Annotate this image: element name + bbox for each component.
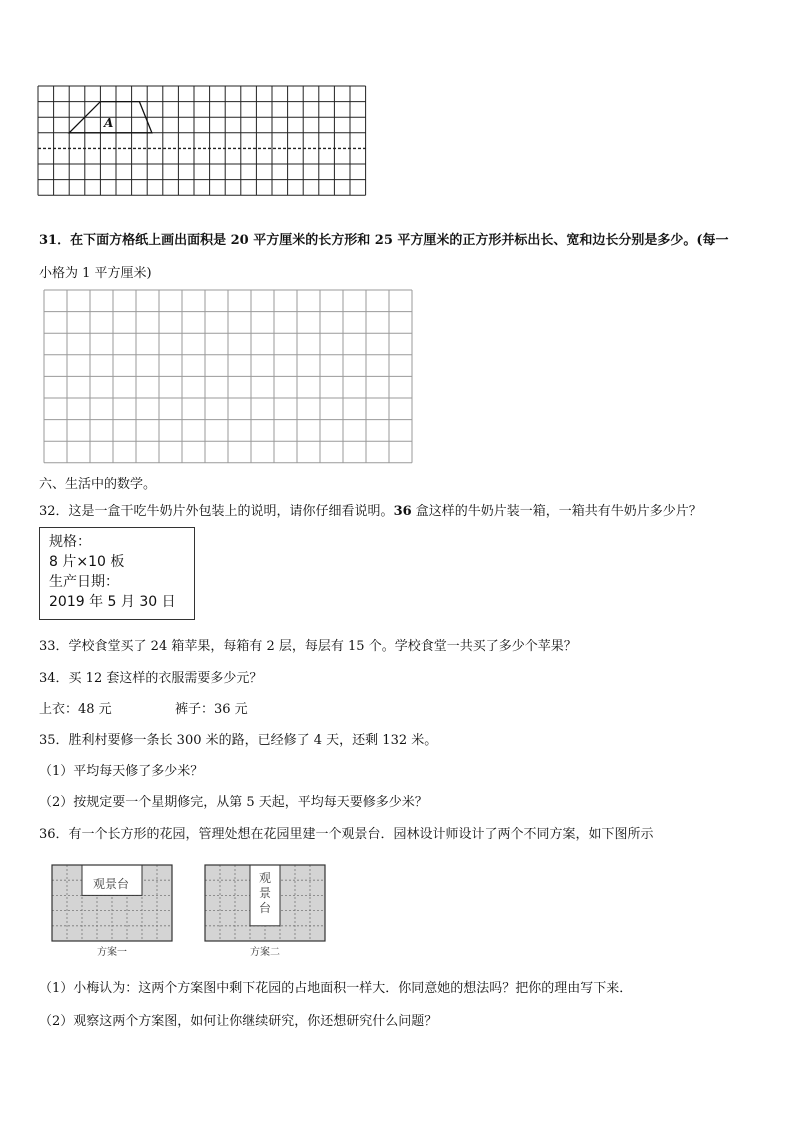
- question-35-sub1: （1）平均每天修了多少米？: [39, 764, 204, 779]
- drawing-grid: [44, 290, 416, 465]
- plan-one-caption: 方案一: [97, 947, 127, 958]
- question-number: 32: [39, 504, 56, 519]
- platform-char: 台: [258, 901, 271, 915]
- price-item-top: 上衣：48 元: [39, 702, 112, 717]
- question-34: 34．买 12 套这样的衣服需要多少元？: [39, 671, 263, 686]
- question-number: 31: [39, 233, 58, 248]
- question-31-line1: 31．在下面方格纸上画出面积是 20 平方厘米的长方形和 25 平方厘米的正方形并标出长、宽和边长分别是多少。(每一: [39, 233, 729, 248]
- question-35-sub2: （2）按规定要一个星期修完，从第 5 天起，平均每天要修多少米？: [39, 795, 428, 810]
- spec-line: 规格：: [49, 534, 91, 550]
- plan-two-caption: 方案二: [250, 947, 280, 958]
- question-31-line2: 小格为 1 平方厘米): [39, 266, 152, 281]
- question-33: 33．学校食堂买了 24 箱苹果，每箱有 2 层，每层有 15 个。学校食堂一共买了多少个苹果？: [39, 639, 577, 654]
- question-32: 32．这是一盒干吃牛奶片外包装上的说明，请你仔细看说明。36 盒这样的牛奶片装一箱，一箱共有牛奶片多少片？: [39, 504, 702, 519]
- spec-line: 生产日期：: [49, 574, 119, 590]
- question-number: 35: [39, 733, 56, 748]
- price-item-pants: 裤子：36 元: [175, 702, 248, 717]
- section-six-title: 六、生活中的数学。: [39, 477, 157, 492]
- question-35: 35．胜利村要修一条长 300 米的路，已经修了 4 天，还剩 132 米。: [39, 733, 438, 748]
- question-number: 36: [39, 827, 56, 842]
- spec-line: 8 片×10 板: [49, 554, 125, 570]
- platform-char: 景: [258, 886, 271, 900]
- figure-a-label: A: [104, 116, 114, 130]
- question-36: 36．有一个长方形的花园，管理处想在花园里建一个观景台．园林设计师设计了两个不同方案，如下图所示: [39, 827, 654, 842]
- question-number: 33: [39, 639, 56, 654]
- question-36-sub1: （1）小梅认为：这两个方案图中剩下花园的占地面积一样大．你同意她的想法吗？把你的理由写下来．: [39, 981, 633, 996]
- platform-char: 观: [258, 871, 271, 885]
- plan-two-platform-label: [254, 871, 276, 916]
- top-grid-figure: [38, 86, 368, 198]
- plan-one-platform-label: 观景台: [93, 877, 130, 891]
- question-36-sub2: （2）观察这两个方案图，如何让你继续研究，你还想研究什么问题？: [39, 1014, 438, 1029]
- question-number: 34: [39, 671, 56, 686]
- package-spec-box: [39, 527, 195, 620]
- spec-line: 2019 年 5 月 30 日: [49, 594, 176, 610]
